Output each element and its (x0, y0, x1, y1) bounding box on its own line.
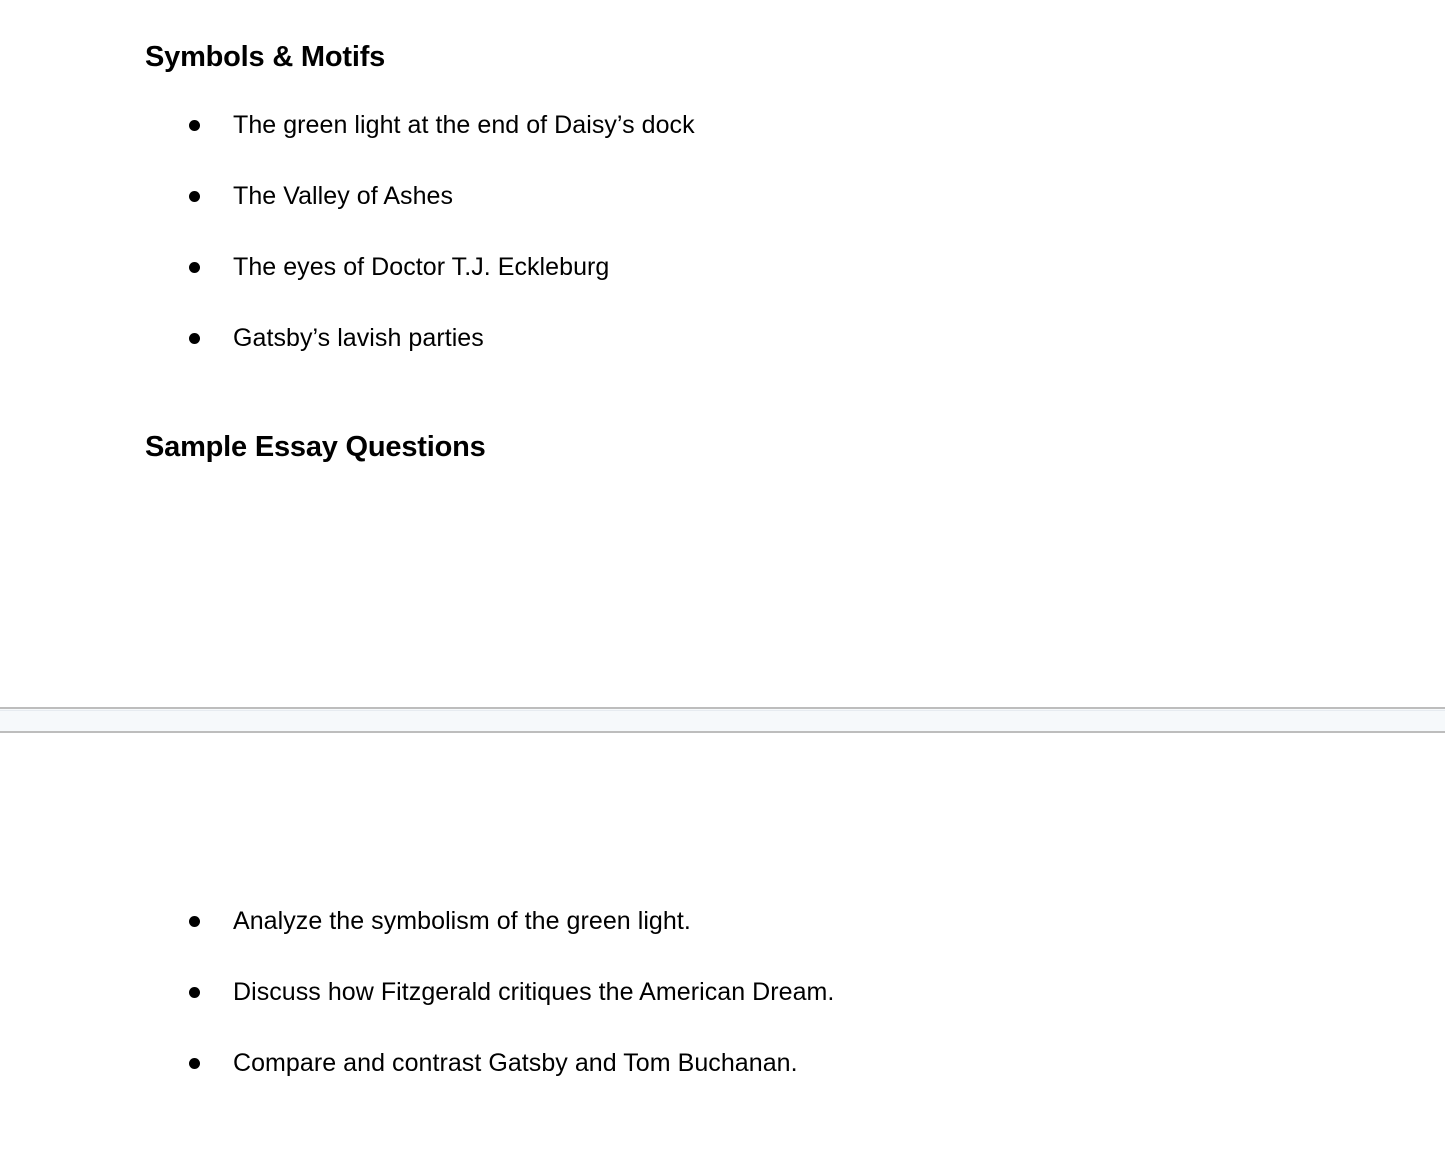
list-item-label: Analyze the symbolism of the green light. (233, 907, 691, 935)
list-item[interactable] (0, 904, 1445, 975)
section-heading-sample-essay-questions: Sample Essay Questions (145, 431, 486, 463)
list-item[interactable] (0, 1046, 1445, 1117)
list-item[interactable] (0, 179, 1445, 250)
list-item[interactable] (0, 108, 1445, 179)
page-break-fill (0, 710, 1445, 731)
list-item[interactable] (0, 975, 1445, 1046)
bullet-point-icon (189, 191, 200, 202)
bullet-point-icon (189, 987, 200, 998)
bullet-point-icon (189, 916, 200, 927)
bullet-point-icon (189, 120, 200, 131)
bullet-list-essay-questions (0, 904, 1445, 1117)
page-break-separator (0, 707, 1445, 733)
bullet-point-icon (189, 1058, 200, 1069)
section-heading-symbols: Symbols & Motifs (145, 41, 386, 73)
list-item-label: The green light at the end of Daisy’s dock (233, 111, 695, 139)
bullet-point-icon (189, 262, 200, 273)
list-item[interactable] (0, 250, 1445, 321)
list-item-label: The eyes of Doctor T.J. Eckleburg (233, 253, 610, 281)
list-item[interactable] (0, 321, 1445, 392)
list-item-label: Gatsby’s lavish parties (233, 324, 484, 352)
bullet-point-icon (189, 333, 200, 344)
bullet-list-symbols (0, 108, 1445, 392)
list-item-label: Compare and contrast Gatsby and Tom Buchanan. (233, 1049, 798, 1077)
list-item-label: Discuss how Fitzgerald critiques the American Dream. (233, 978, 835, 1006)
list-item-label: The Valley of Ashes (233, 182, 454, 210)
